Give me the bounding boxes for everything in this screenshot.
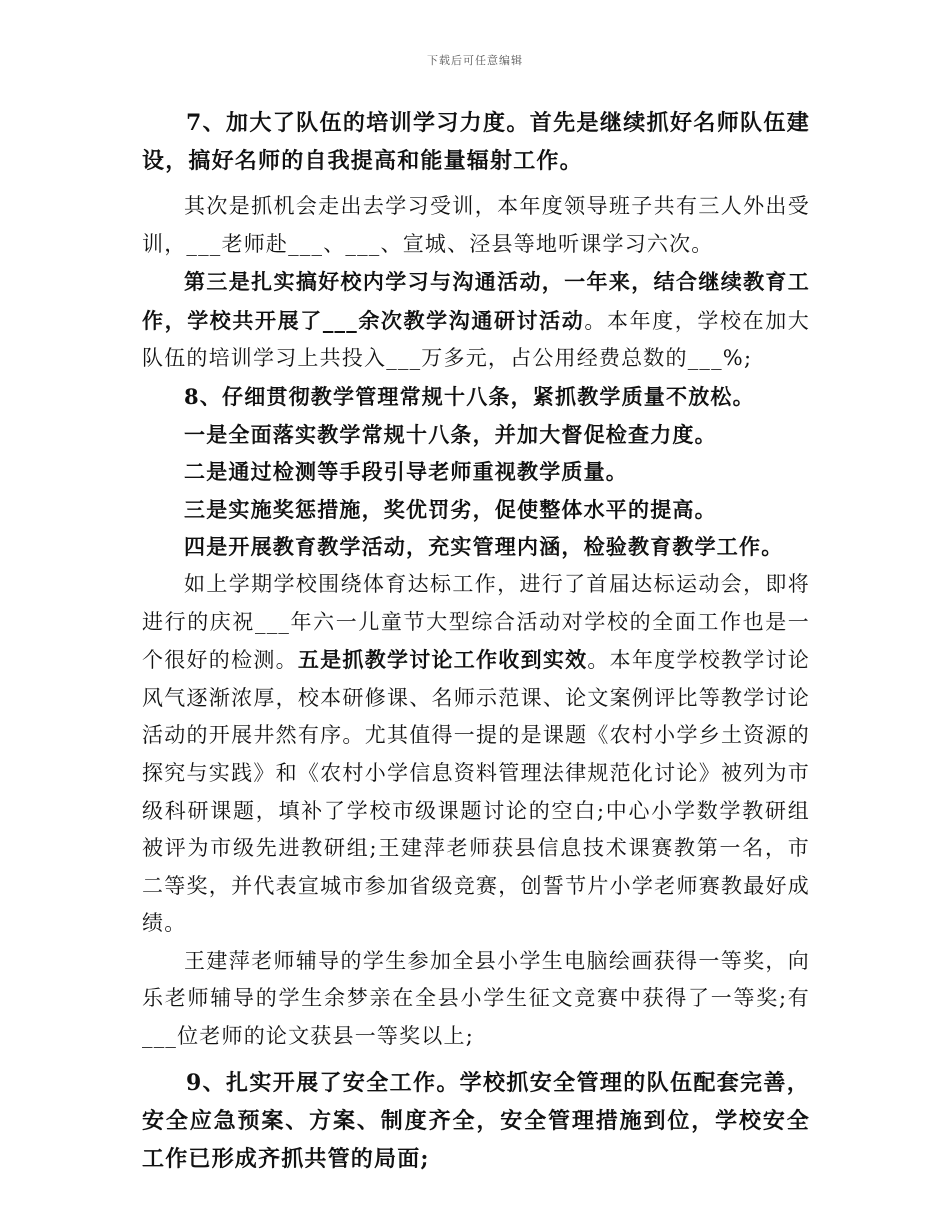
paragraph-item-1: 一是全面落实教学常规十八条，并加大督促检查力度。 bbox=[184, 421, 717, 447]
document-body bbox=[142, 104, 810, 1178]
paragraph-9: 9、扎实开展了安全工作。学校抓安全管理的队伍配套完善，安全应急预案、方案、制度齐全，安全管理措施到位，学校安全工作已形成齐抓共管的局面; bbox=[142, 1069, 810, 1172]
paragraph-activities-b: 。本年度学校教学讨论风气逐渐浓厚，校本研修课、名师示范课、论文案例评比等教学讨论活动的开展井然有序。尤其值得一提的是课题《农村小学乡土资源的探究与实践》和《农村小学信息资料管理法律规范化讨论》被列为市级科研课题，填补了学校市级课题讨论的空白;中心小学数学教研组被评为市级先进教研组;王建萍老师获县信息技术课赛教第一名，市二等奖，并代表宣城市参加省级竞赛，创誓节片小学老师赛教最好成绩。 bbox=[142, 648, 811, 936]
paragraph-training: 其次是抓机会走出去学习受训，本年度领导班子共有三人外出受训，___老师赴___、___、宣城、泾县等地听课学习六次。 bbox=[142, 194, 810, 256]
paragraph-8: 8、仔细贯彻教学管理常规十八条，紧抓教学质量不放松。 bbox=[184, 383, 755, 409]
paragraph-exchange bbox=[142, 263, 810, 378]
paragraph-activities-bold: 五是抓教学讨论工作收到实效 bbox=[297, 647, 588, 673]
paragraph-exchange-rest: 。本年度，学校在加大队伍的培训学习上共投入___万多元，占公用经费总数的___%; bbox=[142, 308, 811, 371]
paragraph-item-2: 二是通过检测等手段引导老师重视教学质量。 bbox=[184, 459, 628, 485]
paragraph-7: 7、加大了队伍的培训学习力度。首先是继续抓好名师队伍建设，搞好名师的自我提高和能量辐射工作。 bbox=[142, 110, 810, 174]
paragraph-item-4: 四是开展教育教学活动，充实管理内涵，检验教育教学工作。 bbox=[184, 534, 784, 560]
paragraph-awards: 王建萍老师辅导的学生参加全县小学生电脑绘画获得一等奖，向乐老师辅导的学生余梦亲在全县小学生征文竞赛中获得了一等奖;有___位老师的论文获县一等奖以上; bbox=[142, 948, 810, 1049]
paragraph-item-3: 三是实施奖惩措施，奖优罚劣，促使整体水平的提高。 bbox=[184, 496, 717, 522]
page-header: 下载后可任意编辑 bbox=[427, 54, 523, 67]
paragraph-exchange-bold: 第三是扎实搞好校内学习与沟通活动，一年来，结合继续教育工作，学校共开展了___余次教学沟通研讨活动 bbox=[142, 269, 810, 333]
paragraph-activities-a: 如上学期学校围绕体育达标工作，进行了首届达标运动会，即将进行的庆祝___年六一儿童节大型综合活动对学校的全面工作也是一个很好的检测。 bbox=[142, 571, 810, 673]
paragraph-activities bbox=[142, 566, 810, 943]
